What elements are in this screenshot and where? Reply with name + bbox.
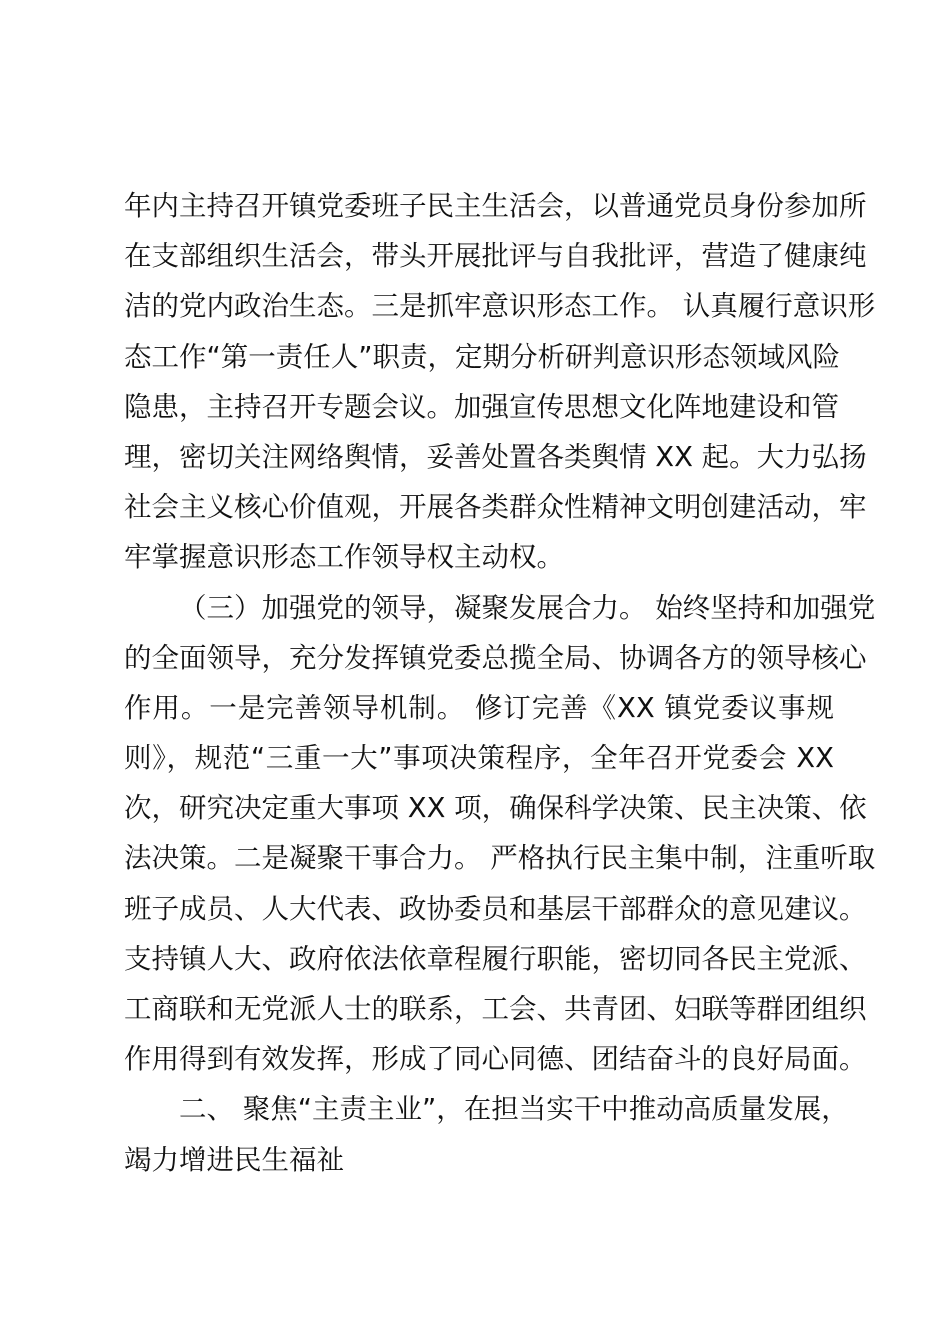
text-line: 年内主持召开镇党委班子民主生活会，以普通党员身份参加所 <box>124 190 867 222</box>
section-heading-line: （三）加强党的领导，凝聚发展合力。 始终坚持和加强党 <box>179 591 876 624</box>
text-line: 次，研究决定重大事项 XX 项，确保科学决策、民主决策、依 <box>124 792 867 825</box>
text-line: 社会主义核心价值观，开展各类群众性精神文明创建活动，牢 <box>124 491 867 524</box>
text-line: 在支部组织生活会，带头开展批评与自我批评，营造了健康纯 <box>124 240 867 273</box>
text-line: 工商联和无党派人士的联系，工会、共青团、妇联等群团组织 <box>124 993 867 1025</box>
section-heading-two <box>124 1084 849 1184</box>
paragraph-ideology-work <box>124 181 876 583</box>
text-line: 法决策。二是凝聚干事合力。 严格执行民主集中制，注重听取 <box>124 842 876 875</box>
text-line: 班子成员、人大代表、政协委员和基层干部群众的意见建议。 <box>124 892 867 925</box>
heading-line: 竭力增进民生福祉 <box>124 1143 344 1176</box>
paragraph-party-leadership <box>124 583 876 1085</box>
text-line: 作用。一是完善领导机制。 修订完善《XX 镇党委议事规 <box>124 691 834 724</box>
document-page <box>124 181 876 1185</box>
text-line: 牢掌握意识形态工作领导权主动权。 <box>124 541 564 574</box>
text-line: 态工作“第一责任人”职责，定期分析研判意识形态领域风险 <box>124 340 840 373</box>
heading-line: 二、 聚焦“主责主业”，在担当实干中推动高质量发展， <box>179 1093 849 1126</box>
text-line: 理，密切关注网络舆情，妥善处置各类舆情 XX 起。大力弘扬 <box>124 440 867 473</box>
text-line: 洁的党内政治生态。三是抓牢意识形态工作。 认真履行意识形 <box>124 290 876 323</box>
text-line: 隐患，主持召开专题会议。加强宣传思想文化阵地建设和管 <box>124 390 839 423</box>
text-line: 则》，规范“三重一大”事项决策程序，全年召开党委会 XX <box>124 742 834 775</box>
text-line: 支持镇人大、政府依法依章程履行职能，密切同各民主党派、 <box>124 942 867 975</box>
text-line: 作用得到有效发挥，形成了同心同德、团结奋斗的良好局面。 <box>124 1043 867 1076</box>
text-line: 的全面领导，充分发挥镇党委总揽全局、协调各方的领导核心 <box>124 641 867 674</box>
